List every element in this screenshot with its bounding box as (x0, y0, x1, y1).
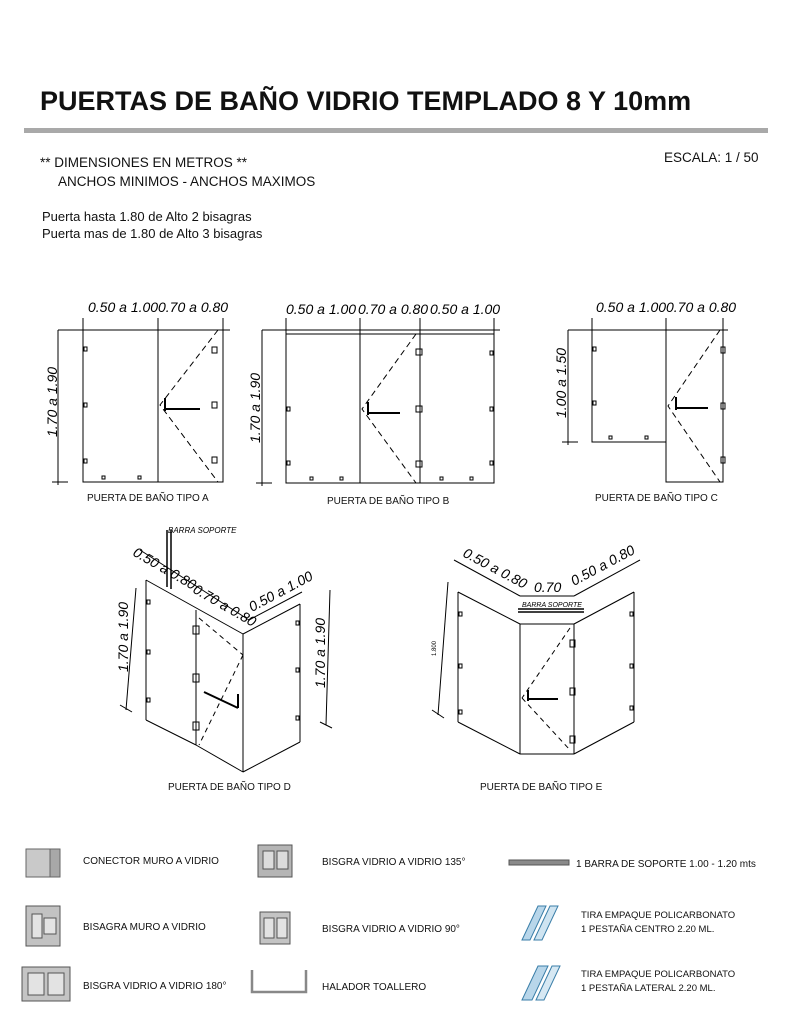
towel-handle-icon (246, 966, 312, 1000)
tipo-a-drawing (52, 318, 230, 485)
tipo-e-caption: PUERTA DE BAÑO TIPO E (480, 782, 603, 793)
page-title: PUERTAS DE BAÑO VIDRIO TEMPLADO 8 Y 10mm (40, 86, 692, 116)
tipo-d-dim-1: 0.50 a 0.80 (130, 543, 200, 593)
center-seal-strip-icon (516, 902, 566, 944)
hinge-135-icon (256, 843, 296, 879)
accessory-label-center-seal-2: 1 PESTAÑA CENTRO 2.20 ML. (581, 924, 715, 935)
dimensions-heading: ** DIMENSIONES EN METROS ** (40, 155, 248, 170)
tipo-b-dim-right: 0.50 a 1.00 (430, 301, 501, 317)
tipo-d-dim-3: 0.50 a 1.00 (245, 567, 316, 615)
tipo-d-caption: PUERTA DE BAÑO TIPO D (168, 782, 291, 793)
tipo-e-dim-right: 0.50 a 0.80 (567, 541, 638, 589)
tipo-c-dim-height: 1.00 a 1.50 (553, 347, 569, 418)
hinges-note-1: Puerta hasta 1.80 de Alto 2 bisagras (42, 209, 252, 224)
accessory-label-towel-handle: HALADOR TOALLERO (322, 982, 427, 993)
tipo-c-dim-fixed: 0.50 a 1.00 (596, 299, 667, 315)
support-bar-icon (508, 858, 570, 868)
tipo-d-dim-height-right: 1.70 a 1.90 (312, 617, 328, 688)
hinges-note-2: Puerta mas de 1.80 de Alto 3 bisagras (42, 226, 263, 241)
tipo-b-dim-door: 0.70 a 0.80 (358, 301, 429, 317)
tipo-c-dim-door: 0.70 a 0.80 (666, 299, 737, 315)
hinge-90-icon (250, 910, 302, 946)
tipo-b-caption: PUERTA DE BAÑO TIPO B (327, 496, 450, 507)
tipo-c-caption: PUERTA DE BAÑO TIPO C (595, 493, 718, 504)
wall-hinge-icon (24, 904, 64, 948)
accessory-label-wall-hinge: BISAGRA MURO A VIDRIO (83, 922, 206, 933)
accessory-label-hinge-180: BISGRA VIDRIO A VIDRIO 180° (83, 981, 227, 992)
accessory-label-hinge-135: BISGRA VIDRIO A VIDRIO 135° (322, 857, 466, 868)
accessory-label-support-bar: 1 BARRA DE SOPORTE 1.00 - 1.20 mts (576, 859, 756, 870)
tipo-d-support-bar-label: BARRA SOPORTE (168, 526, 237, 535)
widths-note: ANCHOS MINIMOS - ANCHOS MAXIMOS (58, 174, 316, 189)
tipo-a-dim-fixed: 0.50 a 1.00 (88, 299, 159, 315)
tipo-d-dim-2: 0.70 a 0.80 (190, 580, 260, 630)
accessory-label-center-seal-1: TIRA EMPAQUE POLICARBONATO (581, 910, 736, 921)
tipo-a-dim-door: 0.70 a 0.80 (158, 299, 229, 315)
tipo-b-drawing (256, 318, 500, 486)
tipo-b-dim-height: 1.70 a 1.90 (247, 372, 263, 443)
tipo-a-caption: PUERTA DE BAÑO TIPO A (87, 493, 209, 504)
tipo-a-dim-height: 1.70 a 1.90 (44, 366, 60, 437)
tipo-e-dim-height: 1.800 (432, 640, 438, 656)
accessory-label-hinge-90: BISGRA VIDRIO A VIDRIO 90° (322, 924, 460, 935)
tipo-e-dim-door: 0.70 (534, 579, 562, 595)
tipo-c-drawing (562, 318, 728, 482)
wall-glass-connector-icon (24, 845, 64, 881)
scale-label: ESCALA: 1 / 50 (664, 150, 759, 165)
tipo-d-dim-height-left: 1.70 a 1.90 (115, 601, 131, 672)
accessory-label-lateral-seal-2: 1 PESTAÑA LATERAL 2.20 ML. (581, 983, 716, 994)
lateral-seal-strip-icon (516, 962, 566, 1004)
accessory-label-connector: CONECTOR MURO A VIDRIO (83, 856, 219, 867)
tipo-e-support-bar-label: BARRA SOPORTE (522, 602, 582, 609)
accessory-label-lateral-seal-1: TIRA EMPAQUE POLICARBONATO (581, 969, 736, 980)
hinge-180-icon (20, 965, 72, 1003)
tipo-e-dim-left: 0.50 a 0.80 (460, 544, 530, 592)
tipo-b-dim-left: 0.50 a 1.00 (286, 301, 357, 317)
